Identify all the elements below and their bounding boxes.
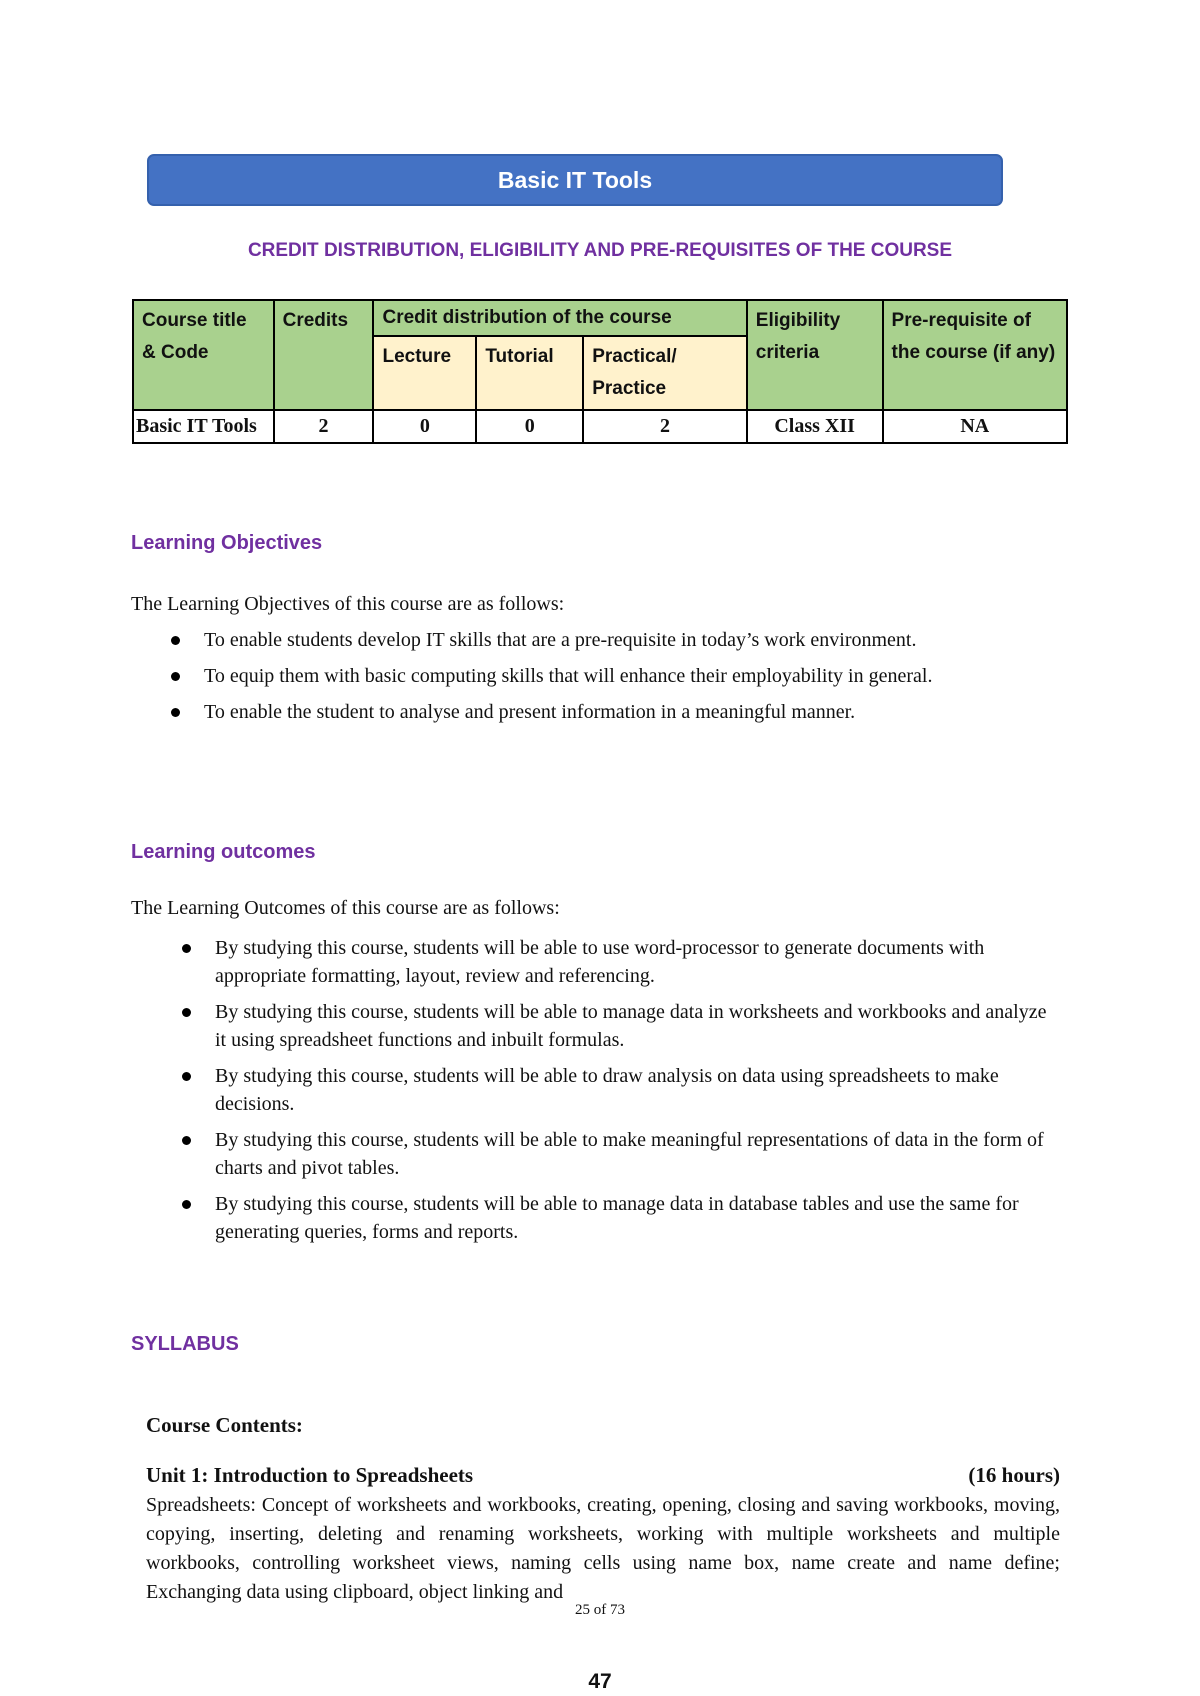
list-item: To enable students develop IT skills that are a pre-requisite in today’s work environment. bbox=[131, 626, 1031, 654]
header-credits: Credits bbox=[274, 300, 374, 410]
outcomes-intro: The Learning Outcomes of this course are as follows: bbox=[131, 897, 560, 919]
cell-practical: 2 bbox=[583, 410, 747, 443]
learning-outcomes-heading: Learning outcomes bbox=[131, 841, 316, 863]
list-item: By studying this course, students will be able to manage data in database tables and use the same for generating queries, forms and reports. bbox=[131, 1190, 1061, 1246]
outcomes-list bbox=[131, 934, 1061, 1254]
list-item: To enable the student to analyse and present information in a meaningful manner. bbox=[131, 698, 1031, 726]
cell-course: Basic IT Tools bbox=[133, 410, 274, 443]
unit-1-title: Unit 1: Introduction to Spreadsheets bbox=[146, 1463, 474, 1487]
page-number: 47 bbox=[588, 1670, 612, 1693]
cell-lecture: 0 bbox=[373, 410, 476, 443]
banner-title: Basic IT Tools bbox=[497, 166, 653, 193]
header-practical: Practical/ Practice bbox=[583, 336, 747, 410]
unit-1-hours: (16 hours) bbox=[968, 1463, 1060, 1487]
unit-1-header bbox=[146, 1463, 1060, 1488]
cell-credits: 2 bbox=[274, 410, 374, 443]
learning-objectives-heading: Learning Objectives bbox=[131, 532, 323, 554]
cell-prerequisite: NA bbox=[883, 410, 1067, 443]
course-title-banner bbox=[147, 154, 1003, 206]
header-eligibility: Eligibility criteria bbox=[747, 300, 883, 410]
objectives-intro: The Learning Objectives of this course are as follows: bbox=[131, 593, 565, 615]
cell-tutorial: 0 bbox=[476, 410, 583, 443]
header-tutorial: Tutorial bbox=[476, 336, 583, 410]
header-prerequisite: Pre-requisite of the course (if any) bbox=[883, 300, 1067, 410]
header-credit-distribution: Credit distribution of the course bbox=[373, 300, 746, 336]
list-item: By studying this course, students will be able to use word-processor to generate documents with appropriate formatting, layout, review and referencing. bbox=[131, 934, 1061, 990]
credit-distribution-heading: CREDIT DISTRIBUTION, ELIGIBILITY AND PRE-REQUISITES OF THE COURSE bbox=[247, 240, 953, 261]
objectives-list bbox=[131, 626, 1031, 734]
header-course-title: Course title & Code bbox=[133, 300, 274, 410]
list-item: By studying this course, students will be able to make meaningful representations of data in the form of charts and pivot tables. bbox=[131, 1126, 1061, 1182]
list-item: By studying this course, students will be able to manage data in worksheets and workbooks and analyze it using spreadsheet functions and inbuilt formulas. bbox=[131, 998, 1061, 1054]
course-contents-title: Course Contents: bbox=[146, 1413, 303, 1437]
syllabus-heading: SYLLABUS bbox=[131, 1333, 239, 1355]
credit-distribution-table bbox=[132, 299, 1068, 444]
unit-1-description: Spreadsheets: Concept of worksheets and workbooks, creating, opening, closing and saving workbooks, moving, copying, inserting, deleting and renaming worksheets, working with multiple worksheets and multiple workbooks, controlling worksheet views, naming cells using name box, name create and name define; Exchanging data using clipboard, object linking and bbox=[146, 1494, 1060, 1603]
list-item: To equip them with basic computing skills that will enhance their employability in general. bbox=[131, 662, 1031, 690]
page-of-indicator: 25 of 73 bbox=[575, 1602, 625, 1618]
cell-eligibility: Class XII bbox=[747, 410, 883, 443]
table-row bbox=[133, 410, 1067, 443]
table-header-row bbox=[133, 300, 1067, 336]
header-lecture: Lecture bbox=[373, 336, 476, 410]
list-item: By studying this course, students will be able to draw analysis on data using spreadsheets to make decisions. bbox=[131, 1062, 1061, 1118]
